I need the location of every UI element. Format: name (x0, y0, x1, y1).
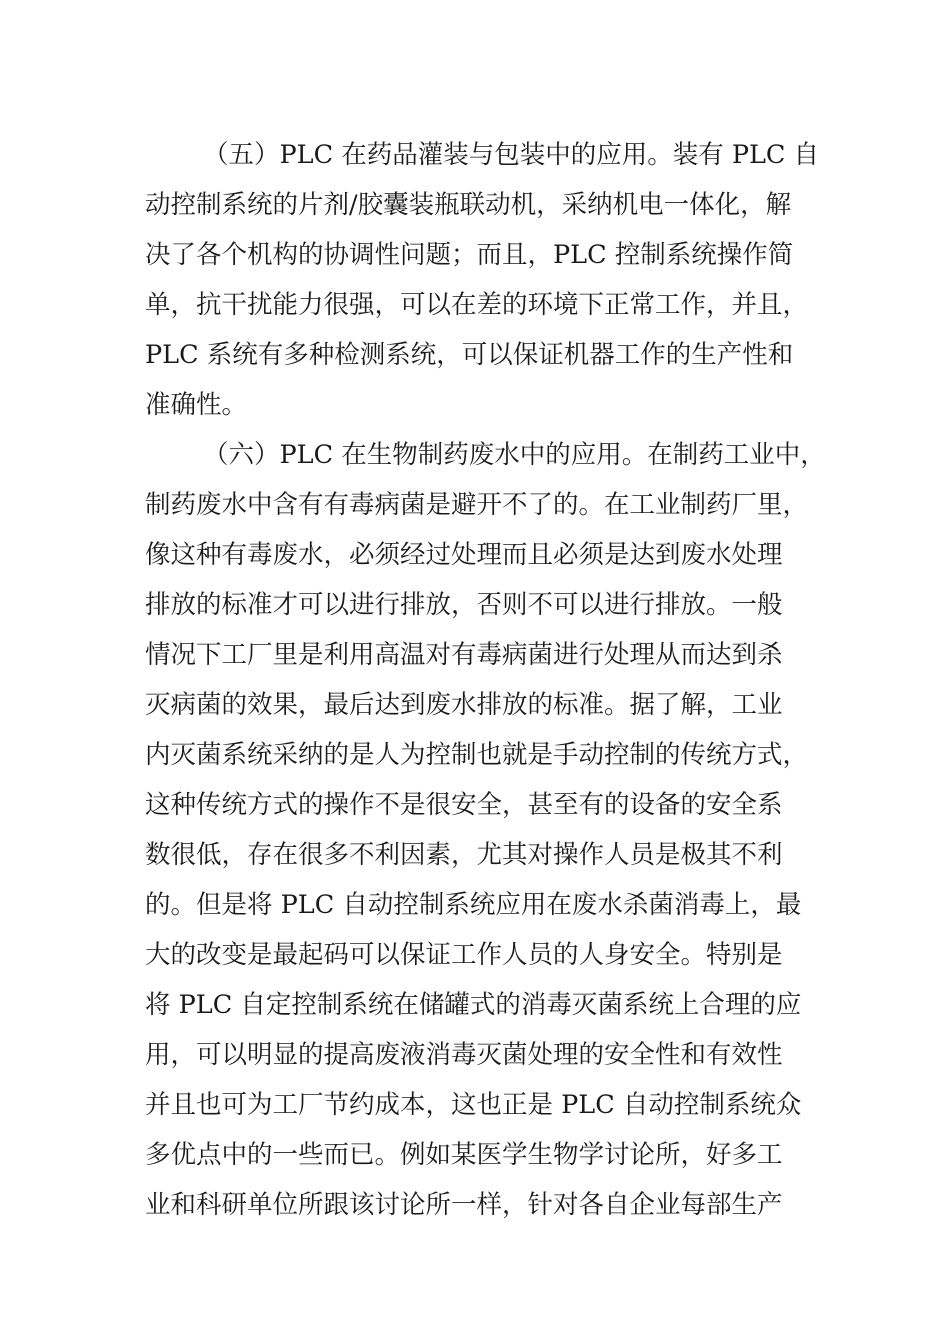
paragraph-line: 动控制系统的片剂/胶囊装瓶联动机，采纳机电一体化，解 (145, 190, 792, 220)
paragraph-line: 的。但是将 PLC 自动控制系统应用在废水杀菌消毒上，最 (145, 890, 802, 920)
body-text (145, 130, 826, 1230)
paragraph-line: 将 PLC 自定控制系统在储罐式的消毒灭菌系统上合理的应 (145, 990, 802, 1020)
paragraph-line: PLC 系统有多种检测系统，可以保证机器工作的生产性和 (145, 340, 794, 370)
paragraph-line: 内灭菌系统采纳的是人为控制也就是手动控制的传统方式， (145, 740, 809, 770)
paragraph-line: 单，抗干扰能力很强，可以在差的环境下正常工作，并且， (145, 290, 809, 320)
paragraph-line: 准确性。 (145, 390, 248, 420)
paragraph-line: 这种传统方式的操作不是很安全，甚至有的设备的安全系 (145, 790, 783, 820)
paragraph-line: 业和科研单位所跟该讨论所一样，针对各自企业每部生产 (145, 1190, 783, 1220)
paragraph-plc-wastewater (145, 430, 826, 1230)
paragraph-line: 灭病菌的效果，最后达到废水排放的标准。据了解，工业 (145, 690, 783, 720)
paragraph-line: 制药废水中含有有毒病菌是避开不了的。在工业制药厂里， (145, 490, 809, 520)
paragraph-line: 并且也可为工厂节约成本，这也正是 PLC 自动控制系统众 (145, 1090, 802, 1120)
paragraph-line: 像这种有毒废水，必须经过处理而且必须是达到废水处理 (145, 540, 783, 570)
paragraph-line: 大的改变是最起码可以保证工作人员的人身安全。特别是 (145, 940, 783, 970)
paragraph-line: （五）PLC 在药品灌装与包装中的应用。装有 PLC 自 (203, 140, 820, 170)
paragraph-line: 多优点中的一些而已。例如某医学生物学讨论所，好多工 (145, 1140, 783, 1170)
paragraph-line: 决了各个机构的协调性问题；而且，PLC 控制系统操作简 (145, 240, 794, 270)
paragraph-line: 排放的标准才可以进行排放，否则不可以进行排放。一般 (145, 590, 783, 620)
paragraph-line: 情况下工厂里是利用高温对有毒病菌进行处理从而达到杀 (145, 640, 783, 670)
paragraph-line: 数很低，存在很多不利因素，尤其对操作人员是极其不利 (145, 840, 783, 870)
paragraph-line: 用，可以明显的提高废液消毒灭菌处理的安全性和有效性 (145, 1040, 783, 1070)
paragraph-line: （六）PLC 在生物制药废水中的应用。在制药工业中， (203, 440, 826, 470)
paragraph-plc-packaging (145, 130, 820, 430)
